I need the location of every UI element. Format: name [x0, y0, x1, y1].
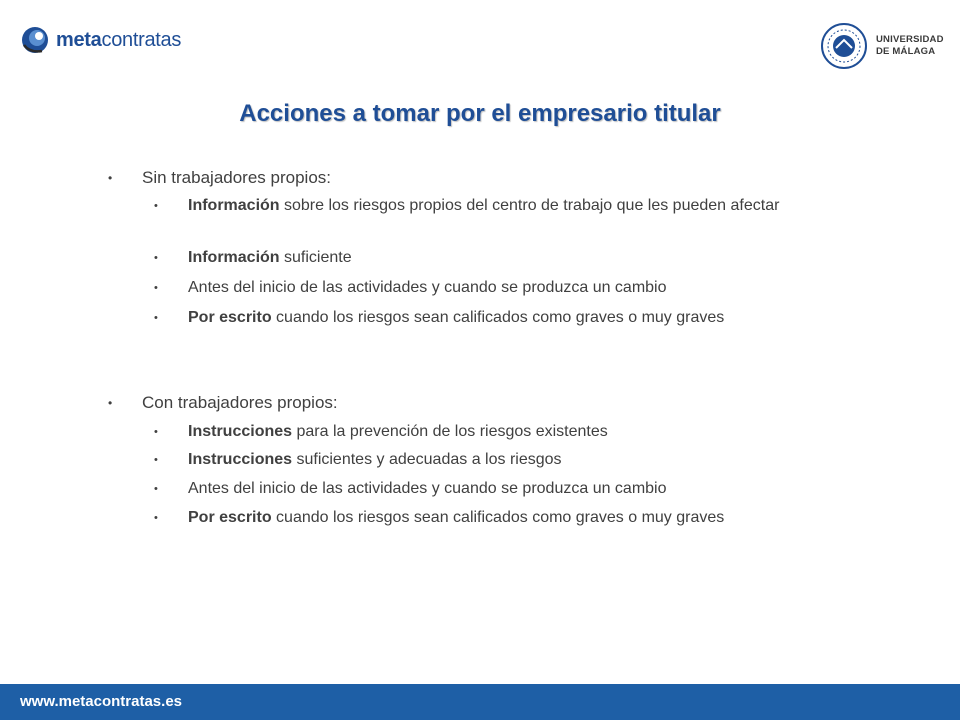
- bullet-icon: •: [154, 454, 158, 466]
- metacontratas-logo: [20, 22, 181, 58]
- bullet-icon: •: [154, 282, 158, 294]
- item-bold: Instrucciones: [188, 423, 293, 440]
- bullet-icon: •: [154, 312, 158, 324]
- item-text: Antes del inicio de las actividades y cuando se produzca un cambio: [188, 480, 667, 497]
- item-text: Antes del inicio de las actividades y cuando se produzca un cambio: [188, 279, 667, 296]
- universidad-malaga-logo: [820, 22, 944, 70]
- bullet-icon: •: [154, 512, 158, 524]
- item-text: para la prevención de los riesgos existentes: [292, 423, 608, 440]
- item-bold: Instrucciones: [188, 451, 293, 468]
- item-bold: Por escrito: [188, 309, 272, 326]
- bullet-icon: •: [108, 171, 113, 185]
- item-text: cuando los riesgos sean calificados como graves o muy graves: [271, 309, 725, 326]
- bullet-icon: •: [154, 252, 158, 264]
- logo-text-contratas: contratas: [101, 28, 182, 51]
- university-seal-icon: [820, 22, 868, 70]
- item-bold: Información: [188, 197, 280, 214]
- section-heading-text: Con trabajadores propios:: [142, 393, 338, 412]
- logo-text-meta: meta: [56, 28, 102, 51]
- bullet-icon: •: [108, 396, 113, 410]
- item-text: suficiente: [279, 249, 352, 266]
- item-text: suficientes y adecuadas a los riesgos: [292, 451, 562, 468]
- item-text: cuando los riesgos sean calificados como graves o muy graves: [271, 509, 725, 526]
- item-bold: Por escrito: [188, 509, 272, 526]
- item-bold: Información: [188, 249, 280, 266]
- item-text: sobre los riesgos propios del centro de trabajo que les pueden afectar: [279, 197, 780, 214]
- footer-url[interactable]: www.metacontratas.es: [20, 693, 183, 710]
- university-name-line1: UNIVERSIDAD: [876, 34, 944, 45]
- bullet-icon: •: [154, 483, 158, 495]
- university-name-line2: DE MÁLAGA: [876, 46, 936, 57]
- section-heading-text: Sin trabajadores propios:: [142, 168, 332, 187]
- slide-title: Acciones a tomar por el empresario titular: [239, 100, 721, 127]
- bullet-icon: •: [154, 200, 158, 212]
- metacontratas-logo-icon: [20, 25, 50, 55]
- footer-bar: [0, 684, 960, 720]
- bullet-icon: •: [154, 426, 158, 438]
- university-name: [876, 34, 944, 58]
